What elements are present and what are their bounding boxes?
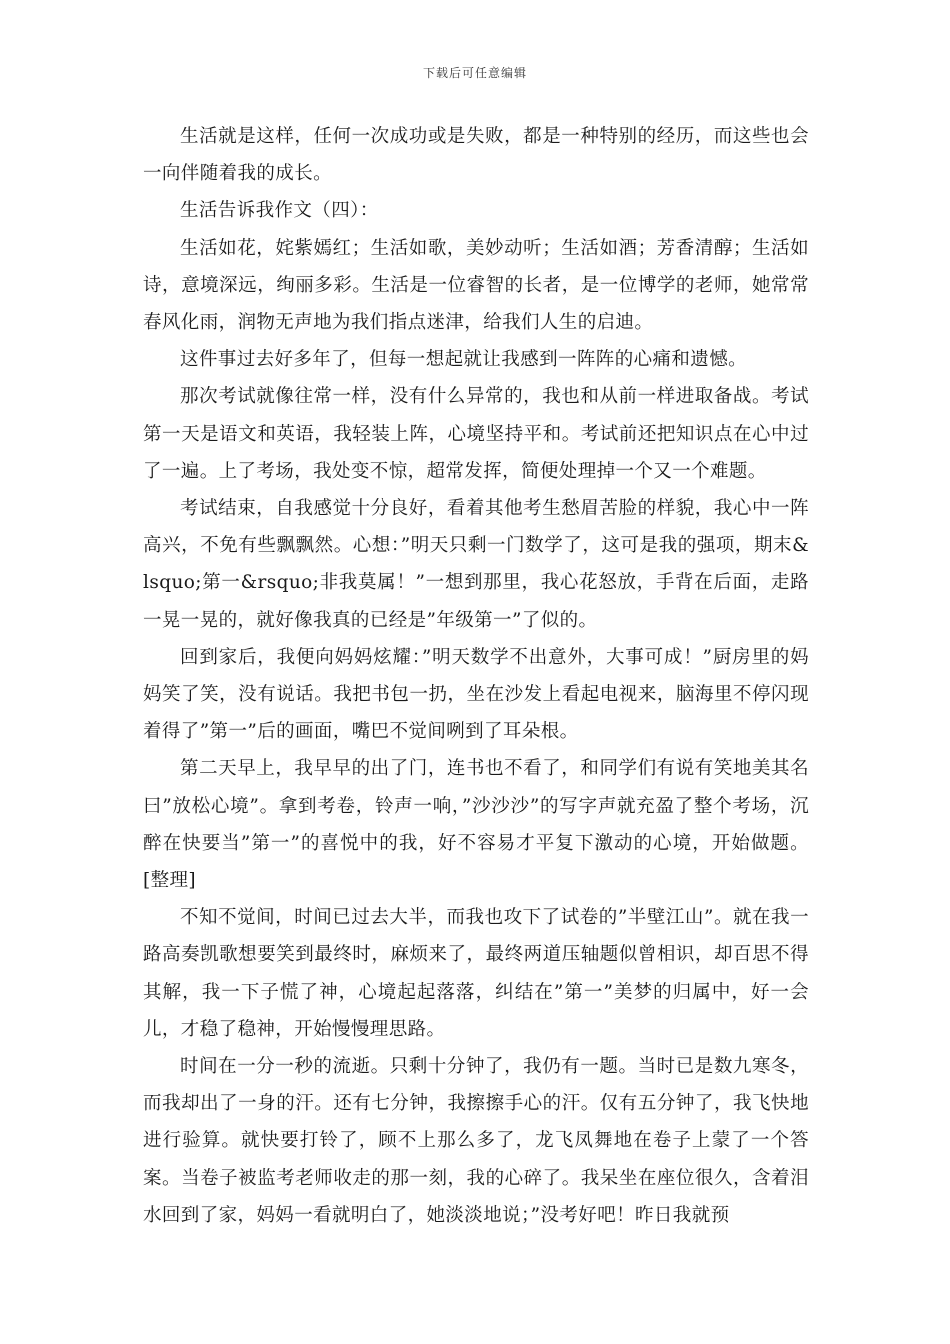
paragraph: 回到家后，我便向妈妈炫耀：”明天数学不出意外，大事可成！”厨房里的妈妈笑了笑，没有说话。我把书包一扔，坐在沙发上看起电视来，脑海里不停闪现着得了”第一”后的画面，嘴巴不觉间咧到了耳朵根。: [143, 646, 809, 743]
paragraph: 第二天早上，我早早的出了门，连书也不看了，和同学们有说有笑地美其名曰”放松心境”。拿到考卷，铃声一响，”沙沙沙”的写字声就充盈了整个考场，沉醉在快要当”第一”的喜悦中的我，好不容易才平复下激动的心境，开始做题。[整理]: [143, 758, 809, 892]
paragraph: 生活如花，姹紫嫣红；生活如歌，美妙动听；生活如酒；芳香清醇；生活如诗，意境深远，绚丽多彩。生活是一位睿智的长者，是一位博学的老师，她常常春风化雨，润物无声地为我们指点迷津，给我们人生的启迪。: [143, 237, 809, 334]
page-header: 下载后可任意编辑: [422, 66, 527, 80]
paragraph: 考试结束，自我感觉十分良好，看着其他考生愁眉苦脸的样貌，我心中一阵高兴，不免有些飘飘然。心想：”明天只剩一门数学了，这可是我的强项，期末&lsquo;第一&rsquo;非我莫属！”一想到那里，我心花怒放，手背在后面，走路一晃一晃的，就好像我真的已经是”年级第一”了似的。: [143, 498, 809, 631]
document-body: [143, 118, 809, 1234]
paragraph: 时间在一分一秒的流逝。只剩十分钟了，我仍有一题。当时已是数九寒冬，而我却出了一身的汗。还有七分钟，我擦擦手心的汗。仅有五分钟了，我飞快地进行验算。就快要打铃了，顾不上那么多了，龙飞凤舞地在卷子上蒙了一个答案。当卷子被监考老师收走的那一刻，我的心碎了。我呆坐在座位很久，含着泪水回到了家，妈妈一看就明白了，她淡淡地说；”没考好吧！昨日我就预: [143, 1056, 809, 1226]
paragraph-heading: 生活告诉我作文（四）：: [180, 200, 379, 222]
paragraph: 不知不觉间，时间已过去大半，而我也攻下了试卷的”半壁江山”。就在我一路高奏凯歌想要笑到最终时，麻烦来了，最终两道压轴题似曾相识，却百思不得其解，我一下子慌了神，心境起起落落，纠结在”第一”美梦的归属中，好一会儿，才稳了稳神，开始慢慢理思路。: [143, 907, 809, 1040]
paragraph: 生活就是这样，任何一次成功或是失败，都是一种特别的经历，而这些也会一向伴随着我的成长。: [143, 126, 809, 185]
paragraph: 那次考试就像往常一样，没有什么异常的，我也和从前一样进取备战。考试第一天是语文和英语，我轻装上阵，心境坚持平和。考试前还把知识点在心中过了一遍。上了考场，我处变不惊，超常发挥，简便处理掉一个又一个难题。: [143, 386, 809, 482]
paragraph: 这件事过去好多年了，但每一想起就让我感到一阵阵的心痛和遗憾。: [180, 349, 748, 371]
